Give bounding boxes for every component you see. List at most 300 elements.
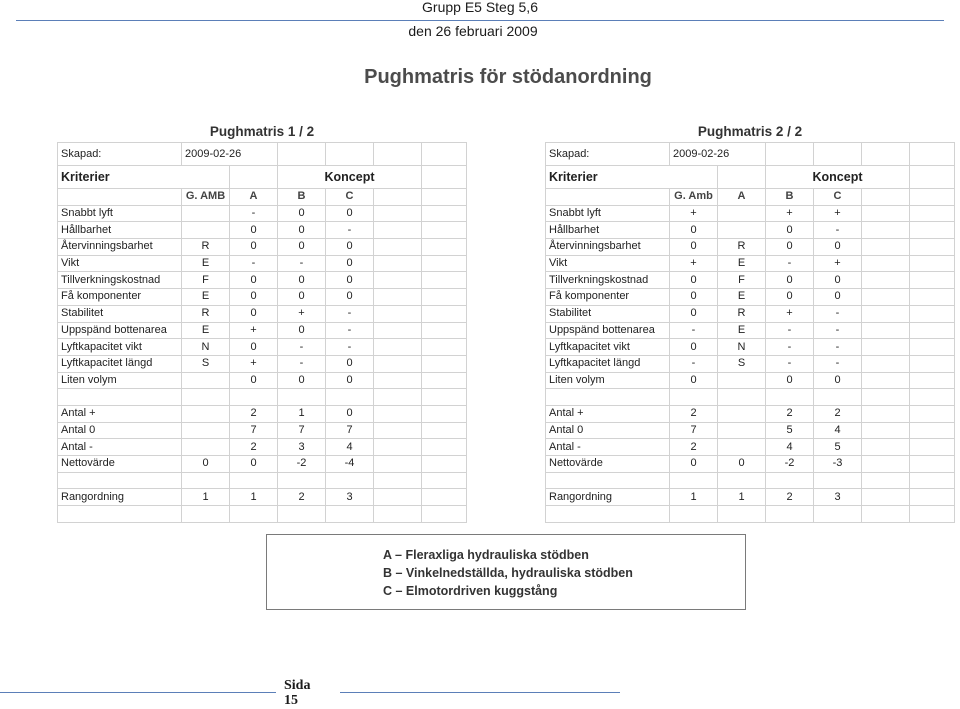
table-cell xyxy=(374,389,422,406)
concept-b-value: 0 xyxy=(766,239,814,256)
concept-b-value: -2 xyxy=(766,456,814,473)
table-cell xyxy=(374,255,422,272)
table-cell xyxy=(58,472,182,489)
table-cell xyxy=(862,506,910,523)
criterion-name: Lyftkapacitet längd xyxy=(546,355,670,372)
concept-c-value: 0 xyxy=(326,355,374,372)
reference-value: - xyxy=(670,322,718,339)
criterion-name: Återvinningsbarhet xyxy=(546,239,670,256)
table-cell xyxy=(670,506,718,523)
table-cell xyxy=(422,255,467,272)
concept-a-value: 2 xyxy=(230,405,278,422)
table-cell xyxy=(374,222,422,239)
concept-a-value: 2 xyxy=(230,439,278,456)
concept-c-value: - xyxy=(326,222,374,239)
concept-b-value: 2 xyxy=(766,489,814,506)
concept-b-value: - xyxy=(766,322,814,339)
summary-row xyxy=(58,439,467,456)
criterion-row xyxy=(58,305,467,322)
criterion-name: Lyftkapacitet vikt xyxy=(58,339,182,356)
table-cell xyxy=(422,422,467,439)
table-cell xyxy=(374,339,422,356)
table-cell xyxy=(862,289,910,306)
reference-value xyxy=(182,405,230,422)
table-cell xyxy=(278,472,326,489)
criterion-name: Antal 0 xyxy=(546,422,670,439)
concept-c-value: 5 xyxy=(814,439,862,456)
table-cell xyxy=(374,422,422,439)
concept-b-value: - xyxy=(766,355,814,372)
criterion-row xyxy=(546,289,955,306)
concept-c-value: -4 xyxy=(326,456,374,473)
legend-item-b: B – Vinkelnedställda, hydrauliska stödben xyxy=(383,566,633,580)
table-cell xyxy=(422,405,467,422)
column-header: G. Amb xyxy=(670,189,718,206)
page-label: Sida xyxy=(284,678,311,693)
reference-value: 0 xyxy=(670,289,718,306)
reference-value xyxy=(182,372,230,389)
concept-c-value: 0 xyxy=(326,372,374,389)
concept-b-value: - xyxy=(278,255,326,272)
criterion-row xyxy=(546,339,955,356)
table-cell xyxy=(374,472,422,489)
spacer-row xyxy=(546,472,955,489)
table-cell xyxy=(910,272,955,289)
skapad-date: 2009-02-26 xyxy=(182,143,278,166)
skapad-row xyxy=(58,143,467,166)
table-cell xyxy=(422,439,467,456)
criterion-row xyxy=(58,322,467,339)
criterion-name: Nettovärde xyxy=(58,456,182,473)
concept-b-value: 0 xyxy=(278,239,326,256)
concept-a-value: 0 xyxy=(230,222,278,239)
reference-value: + xyxy=(670,205,718,222)
concept-b-value: 0 xyxy=(766,272,814,289)
table-cell xyxy=(422,143,467,166)
table-cell xyxy=(670,472,718,489)
table-cell xyxy=(374,143,422,166)
criterion-row xyxy=(58,339,467,356)
criterion-row xyxy=(58,239,467,256)
matrix-1-title: Pughmatris 1 / 2 xyxy=(209,124,315,139)
table-cell xyxy=(862,222,910,239)
table-cell xyxy=(862,489,910,506)
criterion-row xyxy=(58,222,467,239)
table-cell xyxy=(374,405,422,422)
skapad-date: 2009-02-26 xyxy=(670,143,766,166)
rank-row xyxy=(58,489,467,506)
concept-b-value: - xyxy=(278,339,326,356)
criterion-name: Uppspänd bottenarea xyxy=(58,322,182,339)
table-cell xyxy=(910,506,955,523)
table-cell xyxy=(326,389,374,406)
table-cell xyxy=(326,143,374,166)
kriterier-header: Kriterier xyxy=(546,166,718,189)
concept-a-value xyxy=(718,222,766,239)
column-header: B xyxy=(278,189,326,206)
reference-value: R xyxy=(182,305,230,322)
table-cell xyxy=(230,472,278,489)
concept-c-value: 0 xyxy=(814,372,862,389)
reference-value: + xyxy=(670,255,718,272)
table-cell xyxy=(862,355,910,372)
table-cell xyxy=(862,405,910,422)
concept-a-value xyxy=(718,372,766,389)
concept-b-value: + xyxy=(766,305,814,322)
concept-a-value: R xyxy=(718,239,766,256)
reference-value xyxy=(182,205,230,222)
skapad-row xyxy=(546,143,955,166)
summary-row xyxy=(546,422,955,439)
table-cell xyxy=(422,456,467,473)
concept-b-value: 4 xyxy=(766,439,814,456)
table-cell xyxy=(862,205,910,222)
column-header: C xyxy=(326,189,374,206)
concept-c-value: 7 xyxy=(326,422,374,439)
concept-b-value: 7 xyxy=(278,422,326,439)
concept-b-value: 1 xyxy=(278,405,326,422)
table-cell xyxy=(58,189,182,206)
table-cell xyxy=(326,506,374,523)
table-cell xyxy=(374,189,422,206)
concept-a-value: 0 xyxy=(230,372,278,389)
criterion-name: Lyftkapacitet längd xyxy=(58,355,182,372)
table-cell xyxy=(422,305,467,322)
criterion-row xyxy=(58,355,467,372)
concept-b-value: 3 xyxy=(278,439,326,456)
concept-c-value: + xyxy=(814,205,862,222)
criterion-name: Tillverkningskostnad xyxy=(546,272,670,289)
concept-b-value: 0 xyxy=(278,289,326,306)
criterion-row xyxy=(58,272,467,289)
spacer-row xyxy=(546,389,955,406)
concept-a-value: S xyxy=(718,355,766,372)
concept-c-value: 0 xyxy=(814,272,862,289)
koncept-header: Koncept xyxy=(766,166,910,189)
table-cell xyxy=(862,322,910,339)
reference-value: 1 xyxy=(670,489,718,506)
table-cell xyxy=(718,166,766,189)
table-cell xyxy=(910,239,955,256)
table-cell xyxy=(182,472,230,489)
concept-a-value: - xyxy=(230,255,278,272)
legend-item-c: C – Elmotordriven kuggstång xyxy=(383,584,558,598)
table-cell xyxy=(862,372,910,389)
concept-a-value: 7 xyxy=(230,422,278,439)
concept-b-value: 0 xyxy=(278,272,326,289)
table-cell xyxy=(910,322,955,339)
table-cell xyxy=(374,489,422,506)
concept-b-value: - xyxy=(278,355,326,372)
summary-row xyxy=(546,456,955,473)
column-header: G. AMB xyxy=(182,189,230,206)
concept-a-value xyxy=(718,439,766,456)
table-cell xyxy=(910,305,955,322)
pugh-matrix-1 xyxy=(57,142,467,523)
table-cell xyxy=(814,389,862,406)
criterion-row xyxy=(546,305,955,322)
table-cell xyxy=(422,272,467,289)
table-cell xyxy=(910,422,955,439)
reference-value xyxy=(182,422,230,439)
criterion-name: Antal + xyxy=(58,405,182,422)
footer-rule-left xyxy=(0,692,276,693)
table-cell xyxy=(910,255,955,272)
header-rule xyxy=(16,20,944,21)
table-cell xyxy=(910,489,955,506)
criterion-row xyxy=(546,372,955,389)
reference-value: E xyxy=(182,322,230,339)
concept-a-value: E xyxy=(718,322,766,339)
table-cell xyxy=(374,272,422,289)
table-cell xyxy=(422,506,467,523)
criterion-name: Rangordning xyxy=(58,489,182,506)
pugh-matrix-2 xyxy=(545,142,955,523)
page-number-value: 15 xyxy=(284,693,298,708)
page-title: Pughmatris för stödanordning xyxy=(364,66,652,88)
table-cell xyxy=(422,322,467,339)
concept-b-value: 0 xyxy=(766,372,814,389)
table-cell xyxy=(278,143,326,166)
criterion-row xyxy=(546,355,955,372)
reference-value: E xyxy=(182,255,230,272)
summary-row xyxy=(58,422,467,439)
table-cell xyxy=(814,143,862,166)
criterion-row xyxy=(546,222,955,239)
concept-a-value: + xyxy=(230,355,278,372)
criterion-name: Stabilitet xyxy=(58,305,182,322)
criterion-name: Vikt xyxy=(58,255,182,272)
table-cell xyxy=(910,456,955,473)
spacer-row xyxy=(58,506,467,523)
table-cell xyxy=(910,166,955,189)
concept-legend xyxy=(266,534,746,610)
criterion-row xyxy=(58,205,467,222)
concept-c-value: - xyxy=(326,339,374,356)
concept-a-value: 0 xyxy=(230,456,278,473)
table-cell xyxy=(910,289,955,306)
skapad-label: Skapad: xyxy=(58,143,182,166)
reference-value: 1 xyxy=(182,489,230,506)
table-cell xyxy=(374,239,422,256)
concept-c-value: 0 xyxy=(326,289,374,306)
table-cell xyxy=(422,355,467,372)
table-cell xyxy=(374,205,422,222)
table-cell xyxy=(230,389,278,406)
table-cell xyxy=(814,506,862,523)
reference-value: 2 xyxy=(670,405,718,422)
concept-b-value: 0 xyxy=(278,372,326,389)
table-cell xyxy=(422,189,467,206)
concept-b-value: -2 xyxy=(278,456,326,473)
reference-value: E xyxy=(182,289,230,306)
reference-value: 0 xyxy=(670,239,718,256)
table-cell xyxy=(278,506,326,523)
summary-row xyxy=(546,439,955,456)
table-cell xyxy=(910,189,955,206)
table-cell xyxy=(862,472,910,489)
reference-value xyxy=(182,439,230,456)
table-cell xyxy=(422,389,467,406)
koncept-header: Koncept xyxy=(278,166,422,189)
table-cell xyxy=(766,143,814,166)
concept-c-value: 2 xyxy=(814,405,862,422)
criterion-name: Få komponenter xyxy=(58,289,182,306)
concept-a-value: 0 xyxy=(230,272,278,289)
table-cell xyxy=(862,422,910,439)
table-cell xyxy=(422,489,467,506)
criterion-row xyxy=(546,322,955,339)
column-header: C xyxy=(814,189,862,206)
table-cell xyxy=(862,239,910,256)
table-cell xyxy=(58,506,182,523)
column-header: A xyxy=(718,189,766,206)
reference-value: 0 xyxy=(670,456,718,473)
concept-c-value: 0 xyxy=(814,289,862,306)
concept-a-value xyxy=(718,405,766,422)
table-cell xyxy=(862,456,910,473)
concept-b-value: 0 xyxy=(278,322,326,339)
concept-b-value: 0 xyxy=(278,205,326,222)
reference-value: N xyxy=(182,339,230,356)
concept-b-value: - xyxy=(766,255,814,272)
concept-c-value: - xyxy=(326,322,374,339)
concept-a-value: N xyxy=(718,339,766,356)
column-header: A xyxy=(230,189,278,206)
table-cell xyxy=(326,472,374,489)
concept-b-value: 2 xyxy=(766,405,814,422)
concept-c-value: 4 xyxy=(326,439,374,456)
concept-a-value xyxy=(718,422,766,439)
concept-c-value: 3 xyxy=(814,489,862,506)
kriterier-header: Kriterier xyxy=(58,166,230,189)
reference-value: 0 xyxy=(670,305,718,322)
table-cell xyxy=(546,472,670,489)
criterion-name: Uppspänd bottenarea xyxy=(546,322,670,339)
table-cell xyxy=(230,166,278,189)
table-cell xyxy=(182,389,230,406)
table-cell xyxy=(862,189,910,206)
reference-value: - xyxy=(670,355,718,372)
table-cell xyxy=(910,143,955,166)
table-cell xyxy=(910,405,955,422)
concept-c-value: - xyxy=(814,222,862,239)
table-cell xyxy=(910,389,955,406)
spacer-row xyxy=(58,389,467,406)
skapad-label: Skapad: xyxy=(546,143,670,166)
concept-b-value: 0 xyxy=(278,222,326,239)
table-cell xyxy=(278,389,326,406)
concept-b-value: + xyxy=(278,305,326,322)
concept-a-value: 0 xyxy=(230,239,278,256)
reference-value: 7 xyxy=(670,422,718,439)
concept-a-value: E xyxy=(718,289,766,306)
criterion-name: Liten volym xyxy=(58,372,182,389)
concept-c-value: 3 xyxy=(326,489,374,506)
criterion-row xyxy=(546,255,955,272)
table-cell xyxy=(374,289,422,306)
table-cell xyxy=(862,439,910,456)
table-cell xyxy=(230,506,278,523)
concept-a-value: 0 xyxy=(718,456,766,473)
criterion-name: Antal 0 xyxy=(58,422,182,439)
criterion-row xyxy=(58,289,467,306)
concept-a-value: 1 xyxy=(230,489,278,506)
concept-c-value: - xyxy=(814,355,862,372)
concept-c-value: - xyxy=(814,305,862,322)
reference-value: S xyxy=(182,355,230,372)
table-cell xyxy=(910,222,955,239)
table-cell xyxy=(374,355,422,372)
concept-a-value: - xyxy=(230,205,278,222)
table-cell xyxy=(422,239,467,256)
table-cell xyxy=(862,305,910,322)
concept-c-value: 4 xyxy=(814,422,862,439)
table-cell xyxy=(422,339,467,356)
table-cell xyxy=(374,305,422,322)
table-cell xyxy=(374,456,422,473)
concept-a-value: + xyxy=(230,322,278,339)
criterion-name: Antal - xyxy=(546,439,670,456)
concept-b-value: - xyxy=(766,339,814,356)
legend-item-a: A – Fleraxliga hydrauliska stödben xyxy=(383,548,589,562)
matrix-2-title: Pughmatris 2 / 2 xyxy=(697,124,803,139)
criterion-name: Tillverkningskostnad xyxy=(58,272,182,289)
header-date: den 26 februari 2009 xyxy=(408,23,538,39)
column-header-row xyxy=(546,189,955,206)
table-cell xyxy=(910,339,955,356)
concept-c-value: - xyxy=(814,339,862,356)
table-cell xyxy=(422,166,467,189)
concept-b-value: 0 xyxy=(766,289,814,306)
table-cell xyxy=(862,339,910,356)
concept-c-value: 0 xyxy=(326,239,374,256)
concept-c-value: 0 xyxy=(326,205,374,222)
concept-a-value: 0 xyxy=(230,339,278,356)
criterion-row xyxy=(58,255,467,272)
table-cell xyxy=(422,472,467,489)
table-cell xyxy=(546,189,670,206)
table-cell xyxy=(862,255,910,272)
table-cell xyxy=(718,389,766,406)
table-cell xyxy=(374,322,422,339)
table-cell xyxy=(58,389,182,406)
concept-a-value: E xyxy=(718,255,766,272)
summary-row xyxy=(546,405,955,422)
reference-value: F xyxy=(182,272,230,289)
concept-c-value: 0 xyxy=(814,239,862,256)
reference-value: 2 xyxy=(670,439,718,456)
header-row xyxy=(58,166,467,189)
criterion-name: Hållbarhet xyxy=(546,222,670,239)
criterion-row xyxy=(546,205,955,222)
table-cell xyxy=(422,289,467,306)
concept-b-value: 0 xyxy=(766,222,814,239)
table-cell xyxy=(422,222,467,239)
concept-a-value: 1 xyxy=(718,489,766,506)
footer-rule-right xyxy=(340,692,620,693)
table-cell xyxy=(910,205,955,222)
criterion-name: Liten volym xyxy=(546,372,670,389)
table-cell xyxy=(766,506,814,523)
table-cell xyxy=(910,355,955,372)
table-cell xyxy=(374,439,422,456)
table-cell xyxy=(422,372,467,389)
table-cell xyxy=(766,472,814,489)
header-row xyxy=(546,166,955,189)
table-cell xyxy=(182,506,230,523)
spacer-row xyxy=(58,472,467,489)
